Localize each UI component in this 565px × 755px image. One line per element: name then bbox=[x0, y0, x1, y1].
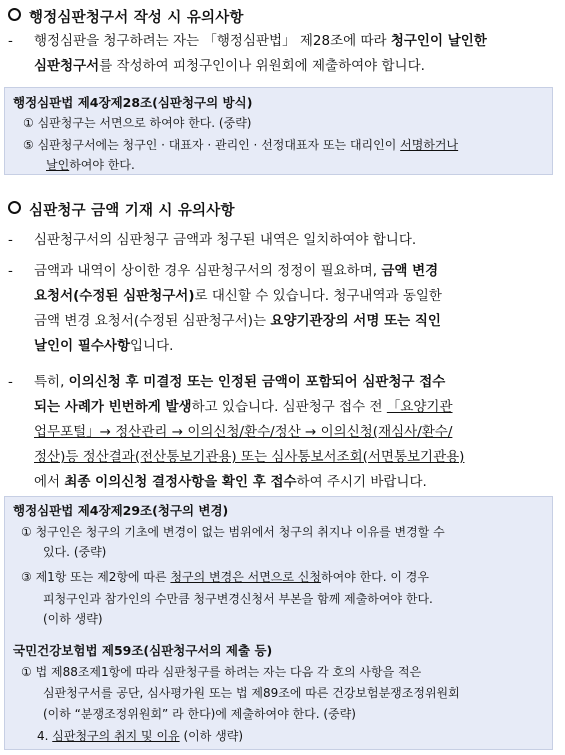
text-line bbox=[34, 445, 558, 470]
dash-bullet: - bbox=[8, 374, 13, 390]
circle-bullet-icon bbox=[8, 8, 21, 21]
list-item bbox=[8, 259, 558, 359]
underlined-text: 청구의 변경은 서면으로 신청 bbox=[170, 570, 321, 584]
text-span: 입니다. bbox=[130, 338, 174, 354]
text-span: 하고 있습니다. 심판청구 접수 전 bbox=[191, 399, 387, 415]
text-line bbox=[34, 470, 558, 495]
law-excerpt-line: ① 청구인은 청구의 기초에 변경이 없는 범위에서 청구의 취지나 이유를 변경할 수 bbox=[21, 525, 445, 539]
bold-text: 심판청구서 bbox=[34, 58, 100, 74]
law-excerpt-heading: 국민건강보험법 제59조(심판청구서의 제출 등) bbox=[13, 643, 273, 658]
law-excerpt-heading: 행정심판법 제4장제28조(심판청구의 방식) bbox=[13, 95, 253, 110]
text-line bbox=[34, 395, 558, 420]
list-item bbox=[8, 29, 558, 79]
underlined-text: 심판청구의 취지 및 이유 bbox=[52, 729, 180, 743]
dash-bullet: - bbox=[8, 263, 13, 279]
bold-text: 요양기관장의 서명 또는 직인 bbox=[270, 313, 441, 329]
text-span: 4. bbox=[37, 729, 53, 743]
text-line bbox=[34, 259, 558, 284]
law-excerpt-line: 있다. (중략) bbox=[43, 545, 107, 559]
text-span: 하여 주시기 바랍니다. bbox=[296, 474, 427, 490]
text-span: 하여야 한다. bbox=[69, 158, 135, 172]
bold-text: 요청서(수정된 심판청구서) bbox=[34, 288, 195, 304]
text-span: (이하 생략) bbox=[179, 729, 244, 743]
law-excerpt-heading: 행정심판법 제4장제29조(청구의 변경) bbox=[13, 503, 229, 518]
law-excerpt-line: 피청구인과 참가인의 수만큼 청구변경신청서 부본을 함께 제출하여야 한다. bbox=[43, 592, 433, 606]
circle-bullet-icon bbox=[8, 201, 21, 214]
underlined-text: 날인 bbox=[46, 158, 70, 172]
list-item bbox=[8, 228, 558, 253]
text-span: 하여야 한다. 이 경우 bbox=[321, 570, 429, 584]
underlined-text: 업무포털」→ 정산관리 → 이의신청/환수/정산 → 이의신청(재심사/환수/ bbox=[34, 424, 453, 440]
text-line: 심판청구서의 심판청구 금액과 청구된 내역은 일치하여야 합니다. bbox=[34, 232, 417, 248]
bold-text: 이의신청 후 미결정 또는 인정된 금액이 포함되어 심판청구 접수 bbox=[68, 374, 446, 390]
bold-text: 금액 변경 bbox=[381, 263, 439, 279]
law-excerpt-line: (이하 “분쟁조정위원회” 라 한다)에 제출하여야 한다. (중략) bbox=[43, 707, 356, 721]
bold-text: 되는 사례가 빈번하게 발생 bbox=[34, 399, 192, 415]
text-span: 특히, bbox=[34, 374, 69, 390]
underlined-text: 서명하거나 bbox=[400, 138, 459, 152]
text-line bbox=[34, 370, 558, 395]
section-title-text: 심판청구 금액 기재 시 유의사항 bbox=[29, 203, 235, 219]
law-excerpt-line: 심판청구서를 공단, 심사평가원 또는 법 제89조에 따른 건강보험분쟁조정위원회 bbox=[43, 686, 460, 700]
section-title-amount-notes bbox=[8, 199, 235, 220]
text-span: 를 작성하여 피청구인이나 위원회에 제출하여야 합니다. bbox=[99, 58, 425, 74]
text-span: 금액 변경 요청서(수정된 심판청구서)는 bbox=[34, 313, 271, 329]
section-title-writing-notes bbox=[8, 6, 244, 27]
law-excerpt-line: ① 법 제88조제1항에 따라 심판청구를 하려는 자는 다음 각 호의 사항을 적은 bbox=[21, 665, 422, 679]
text-span: ③ 제1항 또는 제2항에 따른 bbox=[21, 570, 171, 584]
underlined-text: 정산)등 정산결과(전산통보기관용) 또는 심사통보서조회(서면통보기관용) bbox=[34, 449, 465, 465]
text-line bbox=[34, 284, 558, 309]
text-span: 행정심판을 청구하려는 자는 「행정심판법」 제28조에 따라 bbox=[34, 33, 391, 49]
text-span: 로 대신할 수 있습니다. 청구내역과 동일한 bbox=[194, 288, 442, 304]
bold-text: 날인이 필수사항 bbox=[34, 338, 130, 354]
text-line bbox=[34, 420, 558, 445]
law-excerpt-line: (이하 생략) bbox=[43, 612, 103, 626]
law-excerpt-line bbox=[21, 568, 429, 585]
text-span: 금액과 내역이 상이한 경우 심판청구서의 정정이 필요하며, bbox=[34, 263, 382, 279]
text-span: ⑤ 심판청구서에는 청구인 · 대표자 · 관리인 · 선정대표자 또는 대리인이 bbox=[23, 138, 401, 152]
bold-text: 최종 이의신청 결정사항을 확인 후 접수 bbox=[64, 474, 297, 490]
law-excerpt-line bbox=[46, 156, 135, 173]
text-line bbox=[34, 309, 558, 334]
bold-text: 청구인이 날인한 bbox=[390, 33, 487, 49]
law-excerpt-line bbox=[23, 136, 458, 153]
dash-bullet: - bbox=[8, 232, 13, 248]
text-span: 에서 bbox=[34, 474, 65, 490]
law-excerpt-line: ① 심판청구는 서면으로 하여야 한다. (중략) bbox=[23, 116, 252, 130]
law-excerpt-box bbox=[4, 496, 553, 750]
underlined-text: 「요양기관 bbox=[386, 399, 453, 415]
law-excerpt-line bbox=[37, 727, 243, 744]
text-line bbox=[34, 54, 558, 79]
law-excerpt-box bbox=[4, 87, 553, 175]
list-item bbox=[8, 370, 558, 495]
text-line bbox=[34, 29, 558, 54]
text-line bbox=[34, 334, 558, 359]
dash-bullet: - bbox=[8, 33, 13, 49]
section-title-text: 행정심판청구서 작성 시 유의사항 bbox=[29, 10, 244, 26]
